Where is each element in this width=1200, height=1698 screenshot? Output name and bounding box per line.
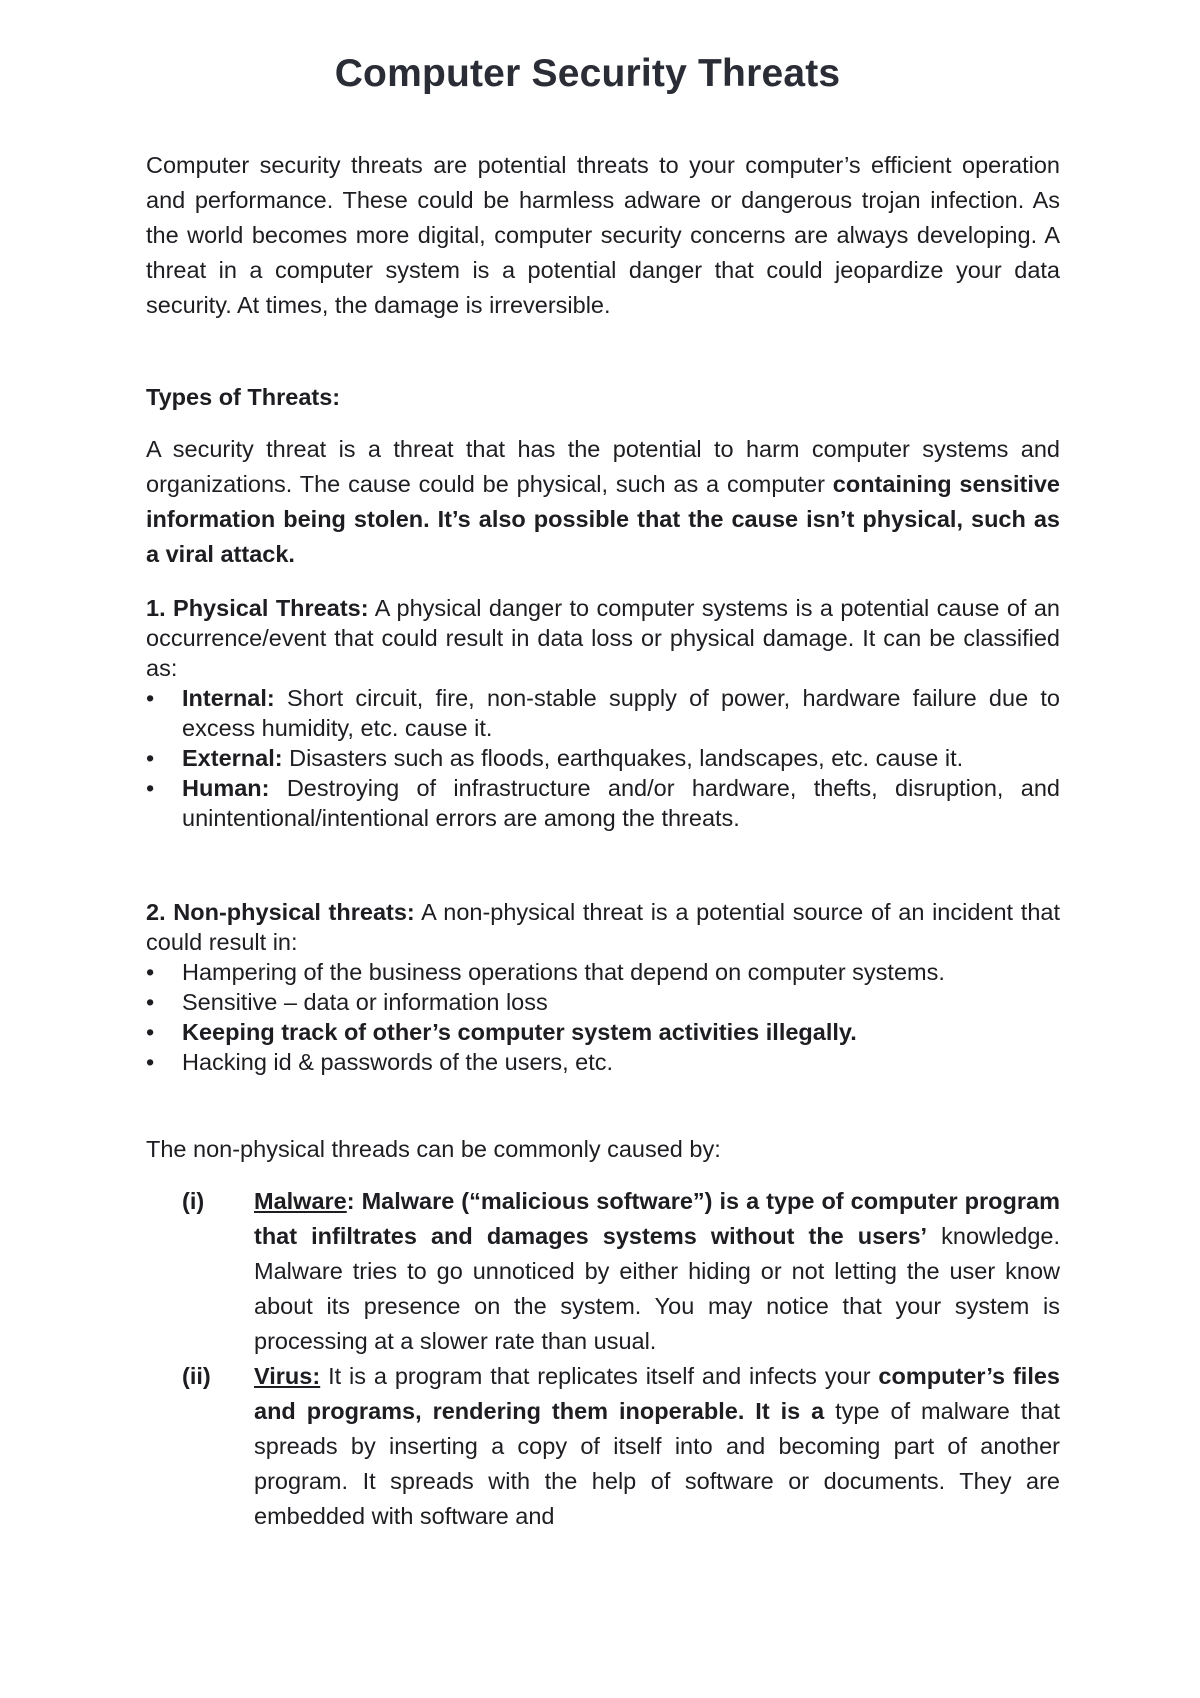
list-item-term: Internal: (182, 685, 275, 711)
physical-threats-heading: 1. Physical Threats: (146, 595, 369, 621)
list-item (146, 743, 1060, 773)
cause-number: (i) (182, 1188, 205, 1214)
caused-by-line: The non-physical threads can be commonly caused by: (146, 1136, 721, 1162)
list-item-term: External: (182, 745, 283, 771)
intro-section (146, 148, 1060, 323)
cause-term: Malware (254, 1188, 347, 1214)
nonphysical-threats-heading: 2. Non-physical threats: (146, 899, 415, 925)
cause-text: knowledge. Malware tries to go unnoticed by either hiding or not letting the user know about its presence on the system. You may notice that your system is processing at a slower rate than usual. (254, 1223, 1061, 1354)
bullet-icon: • (146, 775, 155, 801)
physical-threats-intro (146, 593, 1060, 683)
cause-term: Virus: (254, 1363, 321, 1389)
causes-list (146, 1184, 1060, 1534)
bullet-icon: • (146, 745, 155, 771)
physical-threats-text: A physical danger to computer systems is a potential cause of an occurrence/event that could result in data loss or physical damage. It can be classified as: (146, 595, 1060, 681)
bullet-icon: • (146, 989, 155, 1015)
list-item-text: Sensitive – data or information loss (182, 989, 548, 1015)
cause-plain-lead: It is a program that replicates itself and infects your (328, 1363, 871, 1389)
cause-colon: : (346, 1188, 355, 1214)
bullet-icon: • (146, 1019, 155, 1045)
types-paragraph (146, 432, 1060, 572)
list-item (146, 987, 1060, 1017)
physical-threats-section (146, 593, 1060, 833)
bullet-icon: • (146, 685, 155, 711)
page-title: Computer Security Threats (334, 52, 841, 95)
bullet-icon: • (146, 1049, 155, 1075)
list-item-text: Destroying of infrastructure and/or hardware, thefts, disruption, and unintentional/intentional errors are among the threats. (182, 775, 1061, 831)
list-item-text: Disasters such as floods, earthquakes, landscapes, etc. cause it. (289, 745, 964, 771)
list-item-text: Hacking id & passwords of the users, etc. (182, 1049, 614, 1075)
list-item (146, 1047, 1060, 1077)
list-item (146, 1017, 1060, 1047)
list-item-text: Keeping track of other’s computer system activities illegally. (182, 1019, 857, 1045)
nonphysical-threats-intro (146, 897, 1060, 957)
nonphysical-threats-section (146, 897, 1060, 1077)
list-item-text: Hampering of the business operations that depend on computer systems. (182, 959, 945, 985)
intro-paragraph: Computer security threats are potential threats to your computer’s efficient operation and performance. These could be harmless adware or dangerous trojan infection. As the world becomes more digital, computer security concerns are always developing. A threat in a computer system is a potential danger that could jeopardize your data security. At times, the damage is irreversible. (146, 152, 1060, 318)
cause-text: type of malware that spreads by inserting a copy of itself into and becoming part of another program. It spreads with the help of software or documents. They are embedded with software and (254, 1398, 1060, 1529)
types-section (146, 432, 1060, 572)
list-item (146, 957, 1060, 987)
types-paragraph-plain: A security threat is a threat that has the potential to harm computer systems and organizations. The cause could be physical, such as a computer (146, 436, 1060, 497)
nonphysical-threats-list (146, 957, 1060, 1077)
cause-bold-text: computer’s files and programs, rendering them inoperable. It is a (254, 1363, 1060, 1424)
cause-bold-text: Malware (“malicious software”) is a type of computer program that infiltrates and damages systems without the users’ (254, 1188, 1061, 1249)
list-item-term: Human: (182, 775, 270, 801)
nonphysical-threats-text: A non-physical threat is a potential source of an incident that could result in: (146, 899, 1060, 955)
cause-number: (ii) (182, 1363, 211, 1389)
types-paragraph-bold: containing sensitive information being stolen. It’s also possible that the cause isn’t physical, such as a viral attack. (146, 471, 1060, 567)
list-item (146, 683, 1060, 743)
bullet-icon: • (146, 959, 155, 985)
list-item-text: Short circuit, fire, non-stable supply of power, hardware failure due to excess humidity, etc. cause it. (182, 685, 1060, 741)
cause-item-virus (146, 1359, 1060, 1534)
types-heading: Types of Threats: (146, 384, 341, 410)
cause-item-malware (146, 1184, 1060, 1359)
physical-threats-list (146, 683, 1060, 833)
list-item (146, 773, 1060, 833)
